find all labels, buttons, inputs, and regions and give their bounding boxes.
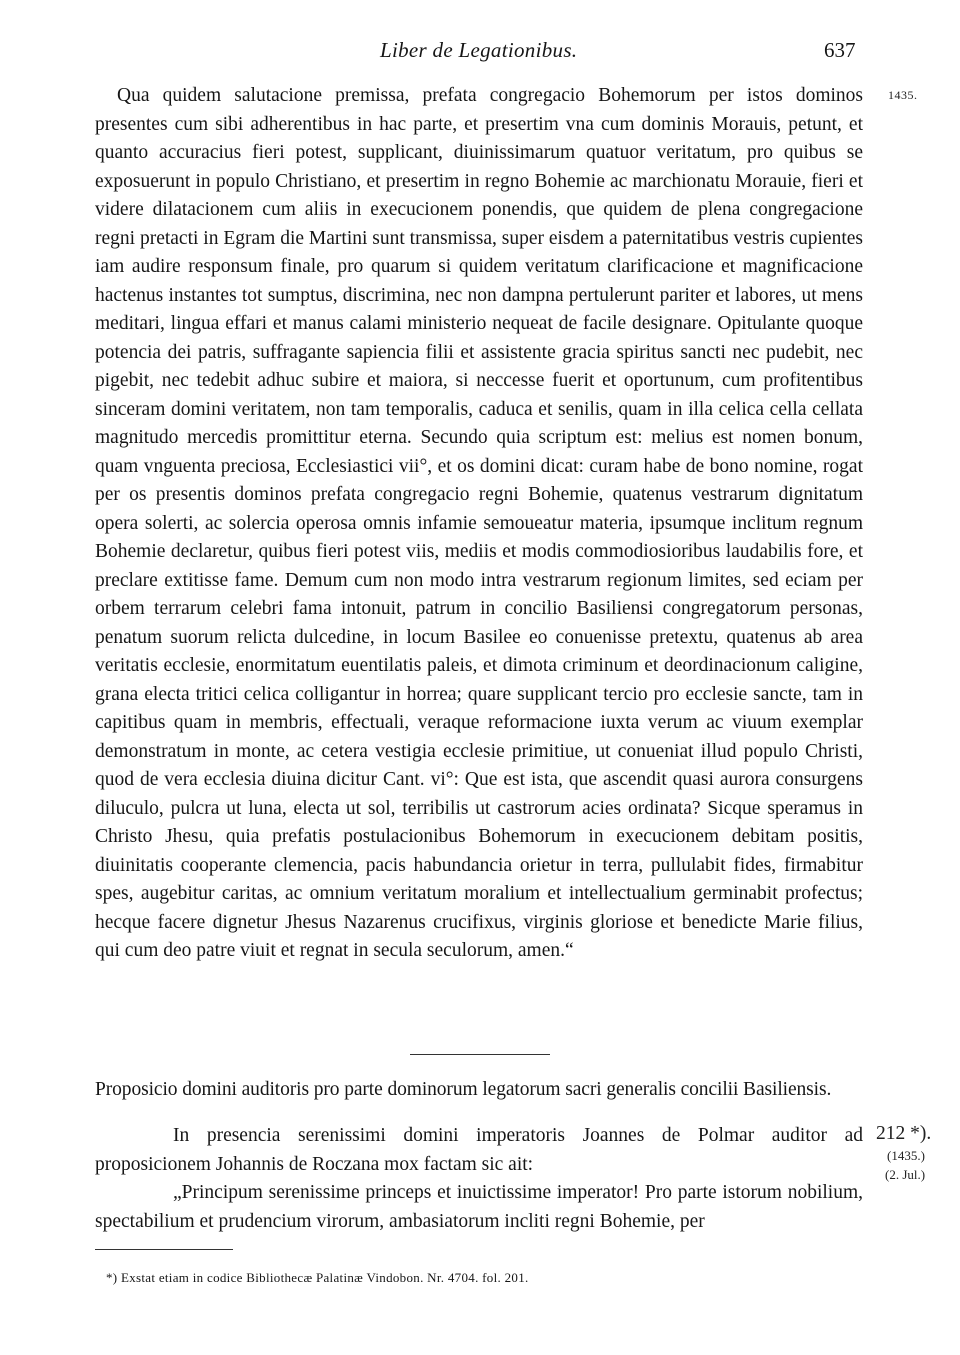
main-paragraph: Qua quidem salutacione premissa, prefata congregacio Bohemorum per istos dominos presentes cum sibi adherentibus in hac parte, et presertim vna cum dominis Morauis, petunt, et quanto accuracius fieri potest, supplicant, diuinissimarum quatuor veritatum, pro quibus se exposuerunt in populo Christiano, et presertim in regno Bohemie ac marchionatu Morauie, fieri et videre dilatacionem cum aliis in execucionem ponendis, que quidem de plena congregacione regni pretacti in Egram die Martini sunt transmissa, super eisdem a paternitatibus vestris cupientes iam audire responsum finale, pro quarum si quidem veritatum clarificacione et magnificacione hactenus instantes tot sumptus, discrimina, nec non dampna pertulerunt pariter et labores, ut mens meditari, lingua effari et manus calami ministerio nequeat de facile designare. Opitulante quoque potencia dei patris, suffragante sapiencia filii et assistente gracia spiritus sancti nec pudebit, nec pigebit, nec tedebit adhuc subire et maiora, si neccesse fuerit et oportunum, cum profitentibus sinceram domini veritatem, non tam temporalis, caduca et senilis, quam in illa celica cella cellata magnitudo mercedis promittitur eterna. Secundo quia scriptum est: melius est nomen bonum, quam vnguenta preciosa, Ecclesiastici vii°, et os domini dicat: curam habe de bono nomine, rogat per os presentis dominos prefata congregacio regni Bohemie, quatenus vestrarum dignitatum opera solerti, ac solercia operosa omnis infamie semoueatur materia, ipsumque inclitum regnum Bohemie declaretur, quibus fieri potest viis, mediis et modis commodiosioribus laudabilis fore, et preclare extitisse fame. Demum cum non modo intra vestrarum regionum limites, sed eciam per orbem terrarum celebri fama intonuit, patrum in concilio Basiliensi congregatorum personas, penatum suorum relicta dulcedine, in locum Basilee eo conuenisse pretextu, quatenus ab area veritatis ecclesie, enormitatum euentilatis paleis, et dimota criminum et deordinacionum caligine, grana electa tritici celica colligantur in horrea; quare supplicant tercio pro ecclesie sancte, tam in capitibus quam in membris, effectuali, veraque reformacione iuxta verum ac viuum exemplar demonstratum in monte, ac cetera vestigia ecclesie primitiue, ut conueniat illud populo Christi, quod de vera ecclesia diuina dicitur Cant. vi°: Que est ista, que ascendit quasi aurora consurgens diluculo, pulcra ut luna, electa ut sol, terribilis ut castrorum acies ordinata? Sicque speramus in Christo Jhesu, quia prefatis postulacionibus Bohemorum in execucionem debitam positis, diuinitatis cooperante clemencia, pacis habundancia orietur in terra, pullulabit fides, firmabitur spes, augebitur caritas, ac omnium veritatum moralium et intellectualium germinabit profectus; hecque facere dignetur Jhesus Nazarenus crucifixus, virginis gloriose et benedicte Marie filius, qui cum deo patre viuit et regnat in secula seculorum, amen.“ xyxy=(95,85,863,961)
margin-document-number: 212 *). xyxy=(876,1123,932,1144)
page-number: 637 xyxy=(824,38,856,62)
footnote-rule xyxy=(95,1249,233,1250)
margin-date: (2. Jul.) xyxy=(885,1167,926,1182)
section-text xyxy=(95,1122,863,1236)
footnote: *) Exstat etiam in codice Bibliothecæ Palatinæ Vindobon. Nr. 4704. fol. 201. xyxy=(106,1270,529,1285)
section-paragraph-2: „Principum serenissime princeps et inuictissime imperator! Pro parte istorum nobilium, spectabilium et prudencium virorum, ambasiatorum incliti regni Bohemie, per xyxy=(95,1182,863,1232)
section-heading: Proposicio domini auditoris pro parte dominorum legatorum sacri generalis concilii Basiliensis. xyxy=(95,1079,832,1100)
margin-year: 1435. xyxy=(888,88,918,102)
section-paragraph-1: In presencia serenissimi domini imperatoris Joannes de Polmar auditor ad proposicionem Johannis de Roczana mox factam sic ait: xyxy=(95,1125,863,1175)
section-divider xyxy=(410,1054,550,1055)
margin-year-second: (1435.) xyxy=(887,1148,925,1163)
main-text xyxy=(95,82,863,966)
running-title: Liber de Legationibus. xyxy=(380,38,578,62)
